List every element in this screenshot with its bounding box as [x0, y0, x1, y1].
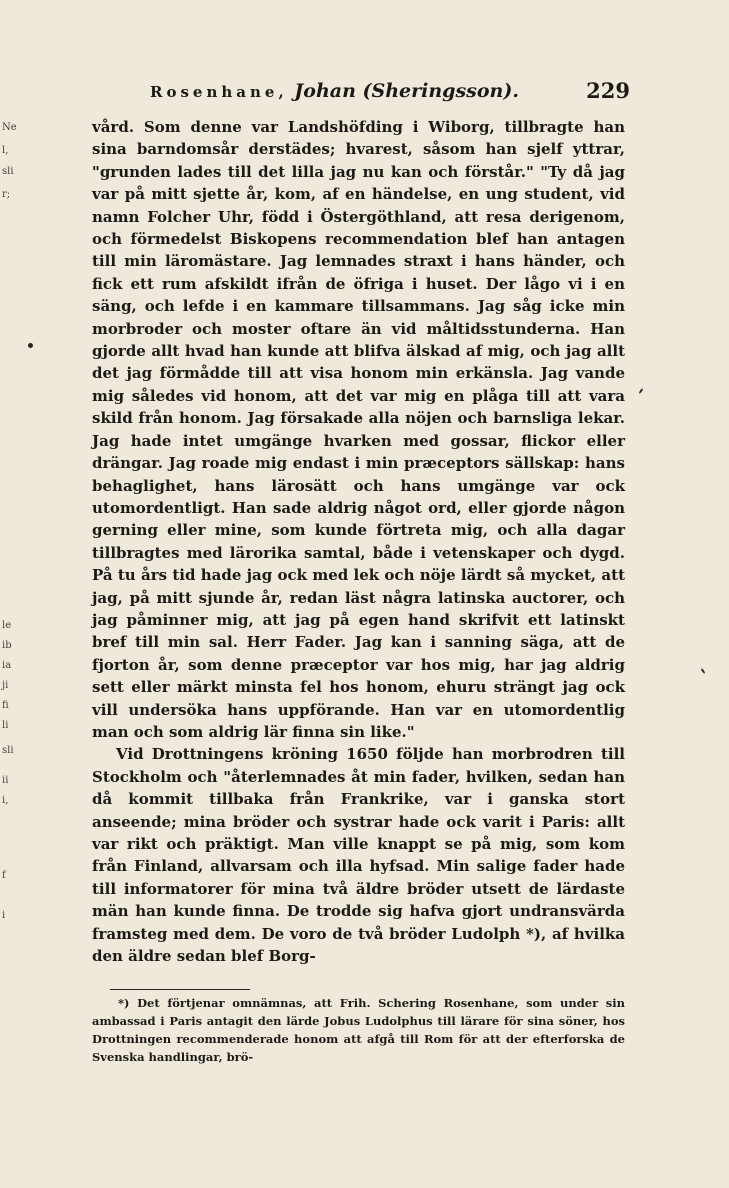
main-text: [92, 116, 625, 967]
margin-mark: ia: [2, 660, 12, 671]
margin-mark: fi: [2, 700, 9, 711]
running-head: [150, 76, 519, 107]
ink-spot: [700, 668, 705, 674]
margin-mark: r;: [2, 189, 11, 200]
paragraph: Vid Drottningens kröning 1650 följde han morbrodren till Stockholm och "återlemnades åt min fader, hvilken, sedan han då kommit tillbaka från Frankrike, var i ganska stort anseende; mina bröder och systrar hade ock varit i Paris: allt var rikt och präktigt. Man ville knappt se på mig, som kom från Finland, allvarsam och illa hyfsad. Min salige fader hade till informatorer för mina två äldre bröder utsett de lärdaste män han kunde finna. De trodde sig hafva gjort undransvärda framsteg med dem. De voro de två bröder Ludolph *), af hvilka den äldre sedan blef Borg-: [92, 745, 625, 966]
margin-mark: li: [2, 720, 9, 731]
page-number: 229: [586, 78, 630, 103]
margin-mark: i,: [2, 795, 9, 806]
margin-mark: i: [2, 910, 6, 921]
margin-mark: ii: [2, 775, 9, 786]
margin-mark: sli: [2, 166, 14, 177]
footnote: [92, 994, 625, 1066]
margin-mark: sli: [2, 745, 14, 756]
header-surname: Rosenhane,: [150, 83, 288, 101]
footnote-rule: [110, 989, 250, 990]
ink-spot: [638, 388, 643, 394]
header-given-name: Johan (Sheringsson).: [294, 80, 519, 102]
margin-mark: l,: [2, 145, 9, 156]
running-header: [150, 76, 630, 106]
bleed-through-margin: [0, 0, 22, 1188]
ink-spot: [28, 343, 33, 348]
footnote-text: *) Det förtjenar omnämnas, att Frih. Schering Rosenhane, som under sin ambassad i Paris antagit den lärde Jobus Ludolphus till lärare för sina söner, hos Drottningen recommenderade honom att afgå till Rom för att der efterforska de Svenska handlingar, brö-: [92, 996, 625, 1064]
margin-mark: le: [2, 620, 12, 631]
margin-mark: ib: [2, 640, 12, 651]
margin-mark: ji: [2, 680, 9, 691]
paragraph: vård. Som denne var Landshöfding i Wiborg, tillbragte han sina barndomsår derstädes; hvarest, såsom han sjelf yttrar, "grunden lades till det lilla jag nu kan och förstår." "Ty då jag var på mitt sjette år, kom, af en händelse, en ung student, vid namn Folcher Uhr, född i Östergöthland, att resa derigenom, och förmedelst Biskopens recommendation blef han antagen till min läromästare. Jag lemnades straxt i hans händer, och fick ett rum afskildt ifrån de öfriga i huset. Der lågo vi i en säng, och lefde i en kammare tillsammans. Jag såg icke min morbroder och moster oftare än vid måltidsstunderna. Han gjorde allt hvad han kunde att blifva älskad af mig, och jag allt det jag förmådde till att visa honom min erkänsla. Jag vande mig således vid honom, att det var mig en plåga till att vara skild från honom. Jag försakade alla nöjen och barnsliga lekar. Jag hade intet umgänge hvarken med gossar, flickor eller drängar. Jag roade mig endast i min præceptors sällskap: hans behaglighet, hans lärosätt och hans umgänge var ock utomordentligt. Han sade aldrig något ord, eller gjorde någon gerning eller mine, som kunde förtreta mig, och alla dagar tillbragtes med lärorika samtal, både i vetenskaper och dygd. På tu års tid hade jag ock med lek och nöje lärdt så mycket, att jag, på mitt sjunde år, redan läst några latinska auctorer, och jag påminner mig, att jag på egen hand skrifvit ett latinskt bref till min sal. Herr Fader. Jag kan i sanning säga, att de fjorton år, som denne præceptor var hos mig, har jag aldrig sett eller märkt minsta fel hos honom, ehuru strängt jag ock vill undersöka hans uppförande. Han var en utomordentlig man och som aldrig lär finna sin like.": [92, 118, 625, 741]
margin-mark: f: [2, 870, 6, 881]
margin-mark: Ne: [2, 122, 17, 133]
